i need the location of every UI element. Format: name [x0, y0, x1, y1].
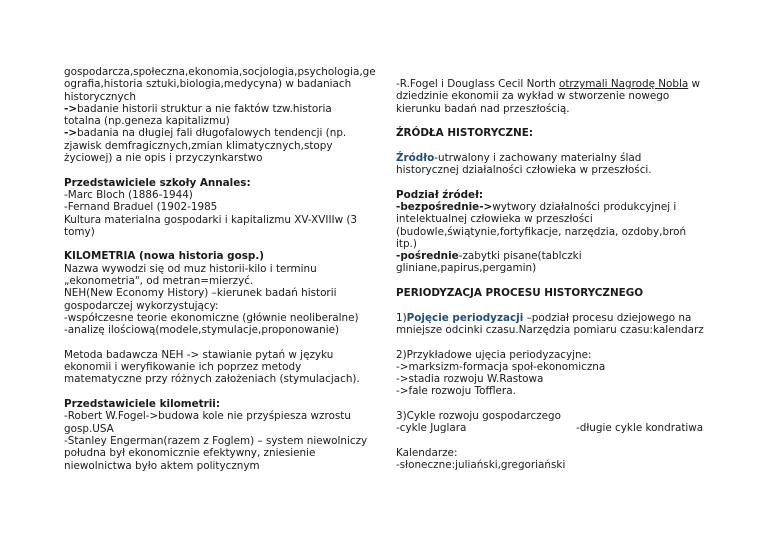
paragraph: Metoda badawcza NEH -> stawianie pytań w języku ekonomii i weryfikowanie ich poprzez metody matematyczne przy różnych założeniach (stymulacjach).: [64, 348, 360, 386]
left-column: [64, 66, 376, 472]
cycles-row: [396, 422, 706, 434]
text-line: 2)Przykładowe ujęcia periodyzacyjne:: [396, 348, 592, 361]
section-heading-periodyzacja: PERIODYZACJA PROCESU HISTORYCZNEGO: [396, 287, 644, 300]
text-line: gospodarcza,społeczna,ekonomia,socjologia,psychologia,ge: [64, 66, 376, 78]
list-item: Kultura materialna gospodarki i kapitalizmu XV-XVIIIw (3 tomy): [64, 213, 358, 238]
list-item: -Robert W.Fogel->budowa kole nie przyśpiesza wzrostu gosp.USA: [64, 410, 351, 435]
term-bezposrednie: -bezpośrednie->: [396, 200, 493, 213]
list-item: -Stanley Engerman(razem z Foglem) – system niewolniczy połudna był ekonomicznie efektywny, zniesienie niewolnictwa było aktem politycznym: [64, 434, 368, 472]
paragraph-text: badania na długiej fali długofalowych tendencji (np. zjawisk demfragicznych,zmian klimatycznych,stopy życiowej) a nie opis i przyczynkarstwo: [64, 127, 347, 165]
list-item: ->stadia rozwoju W.Rastowa: [396, 373, 544, 386]
paragraph: [396, 78, 706, 115]
section-heading-podzial: Podział źródeł:: [396, 188, 484, 201]
list-item: -słoneczne:juliański,gregoriański: [396, 459, 566, 472]
section-heading-annales: Przedstawiciele szkoły Annales:: [64, 176, 251, 189]
term-posrednie: -pośrednie: [396, 250, 459, 263]
section-heading-kilometria: KILOMETRIA (nowa historia gosp.): [64, 250, 265, 263]
paragraph: [64, 127, 369, 164]
cycle-kondratiew: -długie cykle kondratiwa: [576, 422, 704, 435]
definition: -zabytki pisane(tablczki gliniane,papirus,pergamin): [396, 250, 582, 275]
item-number: 1): [396, 311, 407, 324]
list-item: -współczesne teorie ekonomiczne (głównie neoliberalne): [64, 311, 359, 324]
text-line: ografia,historia sztuki,biologia,medycyna) w badaniach: [64, 78, 352, 91]
list-item: ->fale rozwoju Tofflera.: [396, 385, 516, 398]
definition: wytwory działalności produkcyjnej i intelektualnej człowieka w przeszłości (budowle,świątynie,fortyfikacje, narzędzia, ozdoby,broń itp.): [396, 200, 687, 250]
text-line: Nazwa wywodzi się od muz historii-kilo i terminu „ekonometria", od metran=mierzyć.: [64, 262, 317, 288]
paragraph: [396, 201, 706, 250]
text-line: 3)Cykle rozwoju gospodarczego: [396, 410, 561, 423]
list-item: -Marc Bloch (1886-1944): [64, 188, 193, 201]
paragraph: [396, 152, 706, 177]
list-item: -Fernand Braduel (1902-1985: [64, 201, 218, 214]
section-heading-zrodla: ŹRÓDŁA HISTORYCZNE:: [396, 127, 533, 140]
term-zrodlo: Źródło: [396, 151, 435, 164]
paragraph: [64, 103, 369, 128]
paragraph: [396, 250, 706, 275]
list-item: ->marksizm-formacja społ-ekonomiczna: [396, 360, 606, 373]
nobel-link: otrzymali Nagrodę Nobla: [558, 78, 689, 90]
paragraph: [396, 312, 706, 337]
paragraph-text: badanie historii struktur a nie faktów tzw.historia totalna (np.geneza kapitalizmu): [64, 102, 332, 128]
right-column: [396, 78, 706, 472]
text-line: NEH(New Economy History) –kierunek badań historii gospodarczej wykorzystujący:: [64, 287, 337, 312]
definition: -utrwalony i zachowany materialny ślad historycznej działalności człowieka w przeszłości.: [396, 151, 652, 177]
arrow-marker: ->: [64, 127, 78, 140]
cycle-juglar: -cykle Juglara: [396, 422, 467, 435]
text-line: historycznych: [64, 90, 136, 103]
section-heading-kilometrii: Przedstawiciele kilometrii:: [64, 398, 221, 411]
nobel-pre: -R.Fogel i Douglass Cecil North: [396, 78, 559, 90]
definition: –podział procesu dziejowego na mniejsze odcinki czasu.Narzędzia pomiaru czasu:kalendarz: [396, 311, 704, 336]
arrow-marker: ->: [64, 102, 78, 115]
list-item: -analizę ilościową(modele,stymulacje,proponowanie): [64, 324, 340, 337]
text-line: Kalendarze:: [396, 446, 458, 459]
nobel-post: w dziedzinie ekonomii za wykład w stworzenie nowego kierunku badań nad przeszłością.: [396, 78, 701, 115]
term-periodyzacja: Pojęcie periodyzacji: [406, 311, 524, 324]
